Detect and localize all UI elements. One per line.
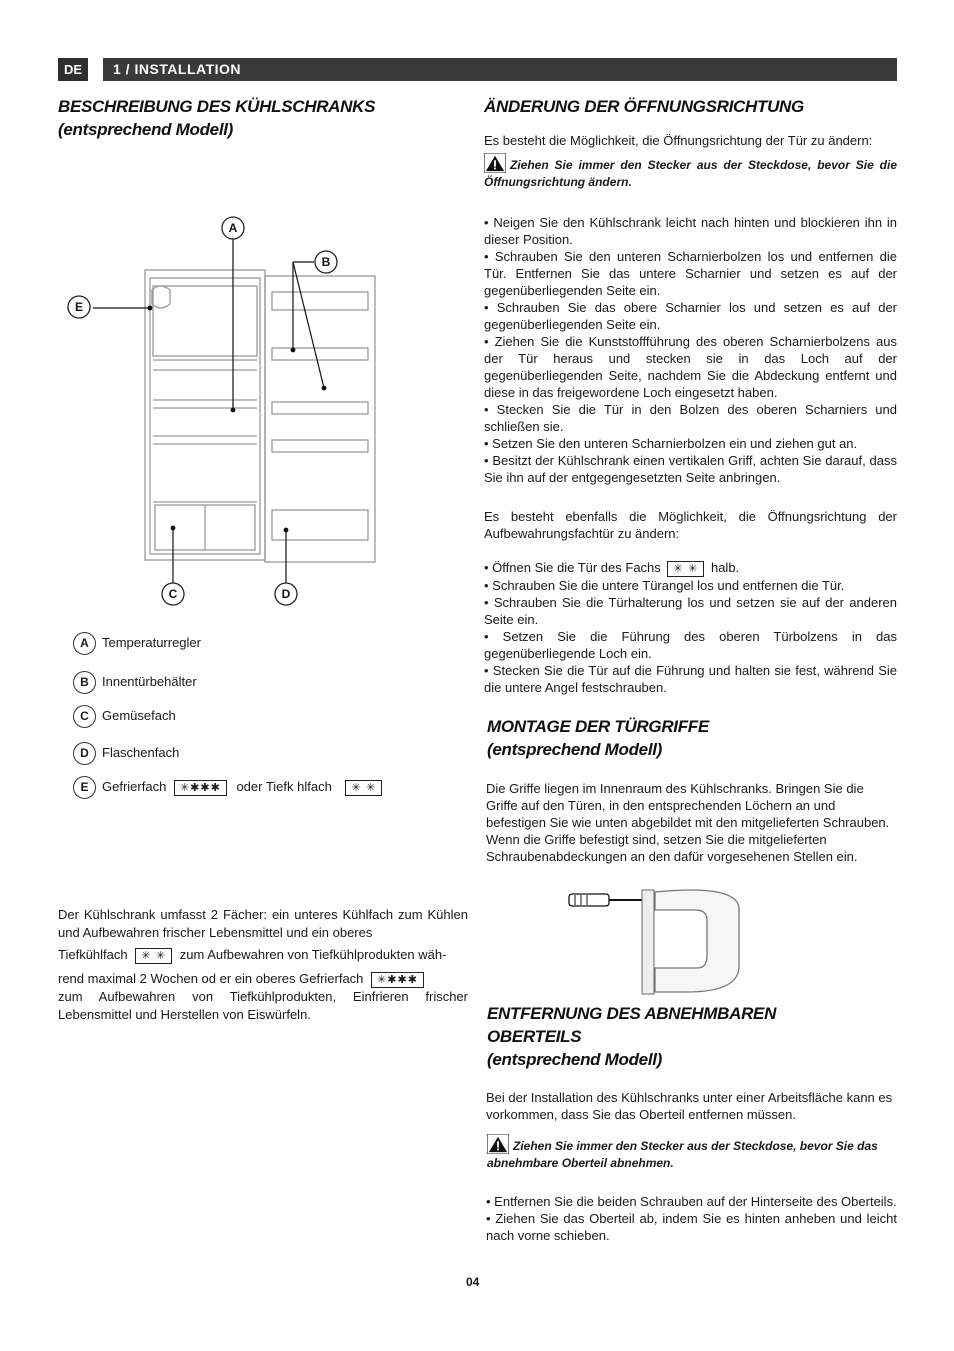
two-star-symbol: ✳ ✳: [345, 780, 382, 796]
language-tag: DE: [58, 58, 88, 81]
list-item: • Stecken Sie die Tür in den Bolzen des oberen Scharniers und schließen sie.: [484, 402, 897, 434]
legend-item-b: B Innentürbehälter: [73, 671, 197, 694]
section-header: 1 / INSTALLATION: [103, 58, 897, 81]
three-star-symbol: ✳✱✱✱: [174, 780, 227, 796]
legend-item-d: D Flaschenfach: [73, 742, 179, 765]
diagram-label-a: A: [228, 221, 238, 235]
warning-icon: [487, 1134, 509, 1154]
handle-mounting-illustration: [567, 888, 745, 996]
list-item: • Öffnen Sie die Tür des Fachs ✳ ✳ halb.: [484, 560, 740, 575]
list-item: • Schrauben Sie den unteren Scharnierbolzen los und entfernen die Tür. Entfernen Sie das untere Scharnier und setzen es auf der gegenüberliegenden Seite ein.: [484, 249, 897, 298]
list-item: • Schrauben Sie die Türhalterung los und setzen sie auf der anderen Seite ein.: [484, 594, 897, 627]
diagram-label-b: B: [321, 255, 331, 269]
list-item: • Setzen Sie die Führung des oberen Türbolzens in das gegenüberliegende Loch ein.: [484, 628, 897, 661]
top-removal-steps: [486, 1193, 897, 1244]
compartment-door-intro: Es besteht ebenfalls die Möglichkeit, die Öffnungsrichtung der Aufbewahrungsfachtür zu ändern:: [484, 509, 897, 541]
fridge-description-title: BESCHREIBUNG DES KÜHLSCHRANKS (entsprechend Modell): [58, 97, 376, 139]
compartment-door-steps: [484, 559, 897, 696]
two-star-symbol: ✳ ✳: [667, 561, 704, 577]
list-item: • Besitzt der Kühlschrank einen vertikalen Griff, achten Sie darauf, dass Sie ihn auf der entgegengesetzten Seite anbringen.: [484, 453, 897, 485]
list-item: • Entfernen Sie die beiden Schrauben auf der Hinterseite des Oberteils.: [486, 1194, 897, 1209]
top-removal-intro: Bei der Installation des Kühlschranks unter einer Arbeitsfläche kann es vorkommen, dass Sie das Oberteil entfernen müssen.: [486, 1090, 893, 1122]
warning-icon: [484, 153, 506, 173]
fridge-description-text: Der Kühlschrank umfasst 2 Fächer: ein unteres Kühlfach zum Kühlen und Aufbewahren frischer Lebensmittel und ein oberes Tiefkühlfach ✳ ✳ zum Aufbewahren von Tiefkühlprodukten wäh- rend maximal 2 Wochen od er ein oberes Gefrierfach ✳✱✱✱ zum Aufbewahren von Tiefkühlprodukten, Einfrieren frischer Lebensmittel und Herstellen von Eiswürfeln.: [58, 907, 468, 1022]
legend-item-a: A Temperaturregler: [73, 632, 201, 655]
legend-item-e: E Gefrierfach ✳✱✱✱ oder Tiefk hlfach ✳ ✳: [73, 776, 382, 799]
list-item: • Schrauben Sie die untere Türangel los und entfernen die Tür.: [484, 577, 845, 593]
door-reversal-title: ÄNDERUNG DER ÖFFNUNGSRICHTUNG: [484, 97, 804, 116]
fridge-diagram: [60, 210, 390, 610]
warning-door-reversal: Ziehen Sie immer den Stecker aus der Steckdose, bevor Sie die Öffnungsrichtung ändern.: [484, 153, 897, 191]
handle-mounting-text: Die Griffe liegen im Innenraum des Kühlschranks. Bringen Sie die Griffe auf den Türen, in den entsprechenden Löchern an und befestigen Sie wie unten abgebildet mit den mitgelieferten Schrauben. Wenn die Griffe befestigt sind, setzen Sie die mitgelieferten Schraubenabdeckungen an den dafür vorgesehenen Stellen ein.: [486, 781, 890, 864]
two-star-symbol: ✳ ✳: [135, 948, 172, 964]
warning-top-removal: Ziehen Sie immer den Stecker aus der Steckdose, bevor Sie das abnehmbare Oberteil abnehmen.: [487, 1134, 897, 1172]
door-reversal-intro: Es besteht die Möglichkeit, die Öffnungsrichtung der Tür zu ändern:: [484, 133, 873, 148]
list-item: • Ziehen Sie das Oberteil ab, indem Sie es hinten anheben und leicht nach vorne schieben.: [486, 1211, 897, 1243]
handle-mounting-title: MONTAGE DER TÜRGRIFFE (entsprechend Modell): [487, 717, 709, 759]
three-star-symbol: ✳✱✱✱: [371, 972, 424, 988]
top-removal-title: ENTFERNUNG DES ABNEHMBAREN OBERTEILS (entsprechend Modell): [487, 1004, 777, 1069]
diagram-label-c: C: [168, 587, 178, 601]
list-item: • Ziehen Sie die Kunststoffführung des oberen Scharnierbolzens aus der Tür heraus und stecken sie in das Loch auf der gegenüberliegenden Seite, nachdem Sie die Abdeckung entfernt und diese in das freigewordene Loch eingesetzt haben.: [484, 334, 897, 400]
page-number: 04: [466, 1275, 480, 1289]
list-item: • Schrauben Sie das obere Scharnier los und setzen es auf der gegenüberliegenden Seite ein.: [484, 300, 897, 332]
list-item: • Stecken Sie die Tür auf die Führung und halten sie fest, während Sie die untere Angel festschrauben.: [484, 662, 897, 695]
door-reversal-steps: [484, 214, 897, 486]
diagram-label-d: D: [281, 587, 291, 601]
list-item: • Neigen Sie den Kühlschrank leicht nach hinten und blockieren ihn in dieser Position.: [484, 215, 897, 247]
list-item: • Setzen Sie den unteren Scharnierbolzen ein und ziehen gut an.: [484, 436, 858, 451]
legend-item-c: C Gemüsefach: [73, 705, 176, 728]
diagram-label-e: E: [74, 300, 84, 314]
